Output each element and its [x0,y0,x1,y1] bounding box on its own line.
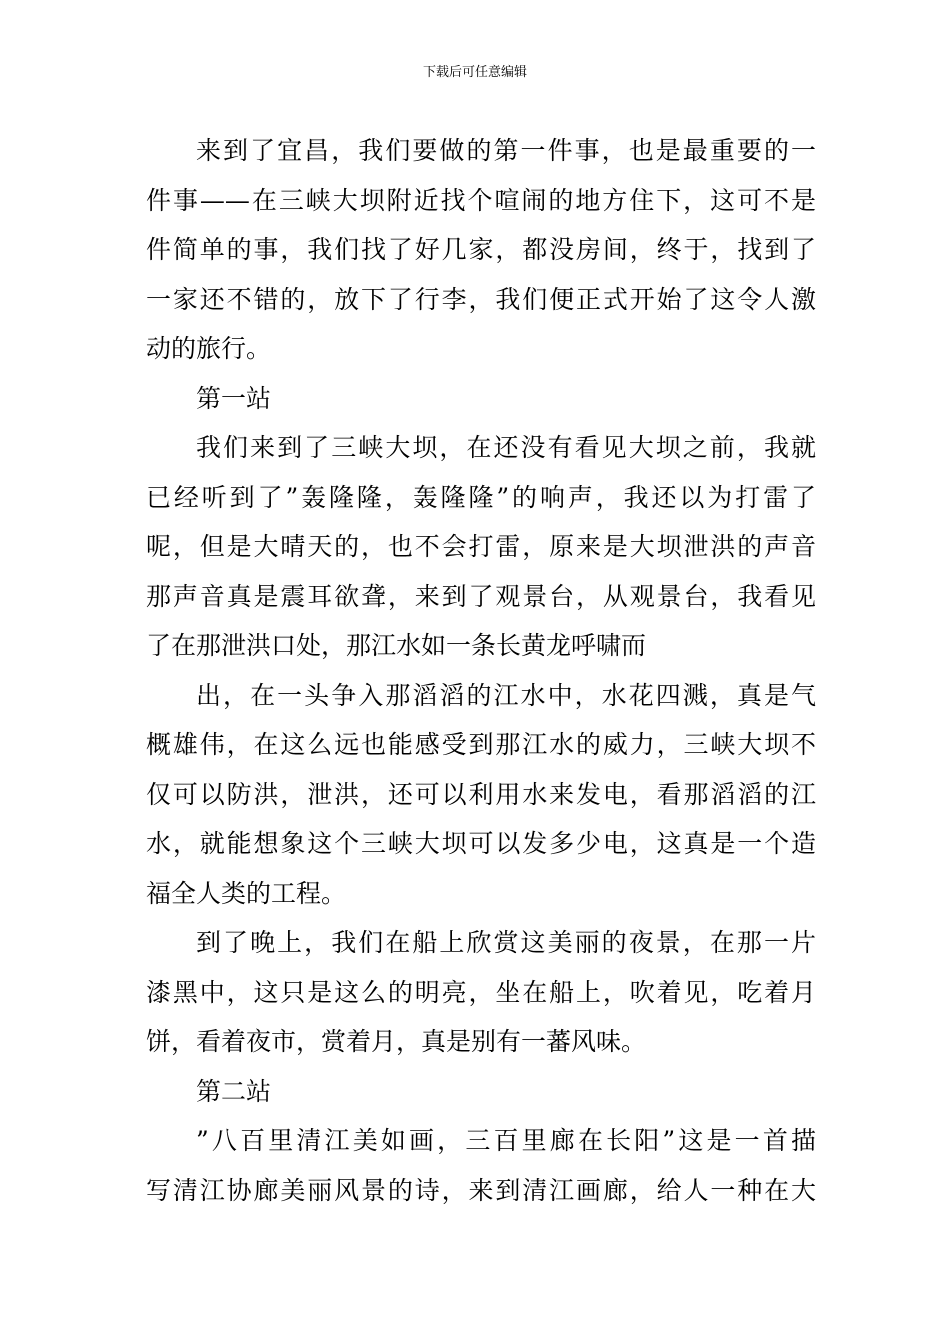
text-line: 出，在一头争入那滔滔的江水中，水花四溅，真是气 [196,680,816,710]
text-line: 我们来到了三峡大坝，在还没有看见大坝之前，我就 [196,433,816,462]
text-line: 件简单的事，我们找了好几家，都没房间，终于，找到了 [146,235,816,264]
text-line: 第一站 [196,383,272,413]
document-body [146,126,816,1215]
text-line: 概雄伟，在这么远也能感受到那江水的威力，三峡大坝不 [146,730,816,759]
text-line: 一家还不错的，放下了行李，我们便正式开始了这令人激 [146,284,816,314]
text-line: 动的旅行。 [146,334,272,363]
text-line: 件事——在三峡大坝附近找个喧闹的地方住下，这可不是 [146,185,816,215]
text-line: 那声音真是震耳欲聋，来到了观景台，从观景台，我看见 [146,581,816,611]
text-line: 已经听到了”轰隆隆，轰隆隆”的响声，我还以为打雷了 [146,482,816,512]
text-line: 饼，看着夜市，赏着月，真是别有一蕃风味。 [146,1027,647,1056]
text-line: 福全人类的工程。 [146,878,347,908]
text-line: 漆黑中，这只是这么的明亮，坐在船上，吹着见，吃着月 [146,977,816,1007]
page-header: 下载后可任意编辑 [422,65,527,80]
text-line: 写清江协廊美丽风景的诗，来到清江画廊，给人一种在大 [146,1175,816,1205]
text-line: 水，就能想象这个三峡大坝可以发多少电，这真是一个造 [146,829,816,858]
text-line: ”八百里清江美如画，三百里廊在长阳”这是一首描 [196,1126,816,1155]
text-line: 第二站 [196,1076,272,1106]
text-line: 呢，但是大晴天的，也不会打雷，原来是大坝泄洪的声音 [146,532,816,561]
text-line: 了在那泄洪口处，那江水如一条长黄龙呼啸而 [146,631,647,660]
text-line: 来到了宜昌，我们要做的第一件事，也是最重要的一 [196,136,816,165]
text-line: 到了晚上，我们在船上欣赏这美丽的夜景，在那一片 [196,928,816,957]
text-line: 仅可以防洪，泄洪，还可以利用水来发电，看那滔滔的江 [146,779,816,809]
